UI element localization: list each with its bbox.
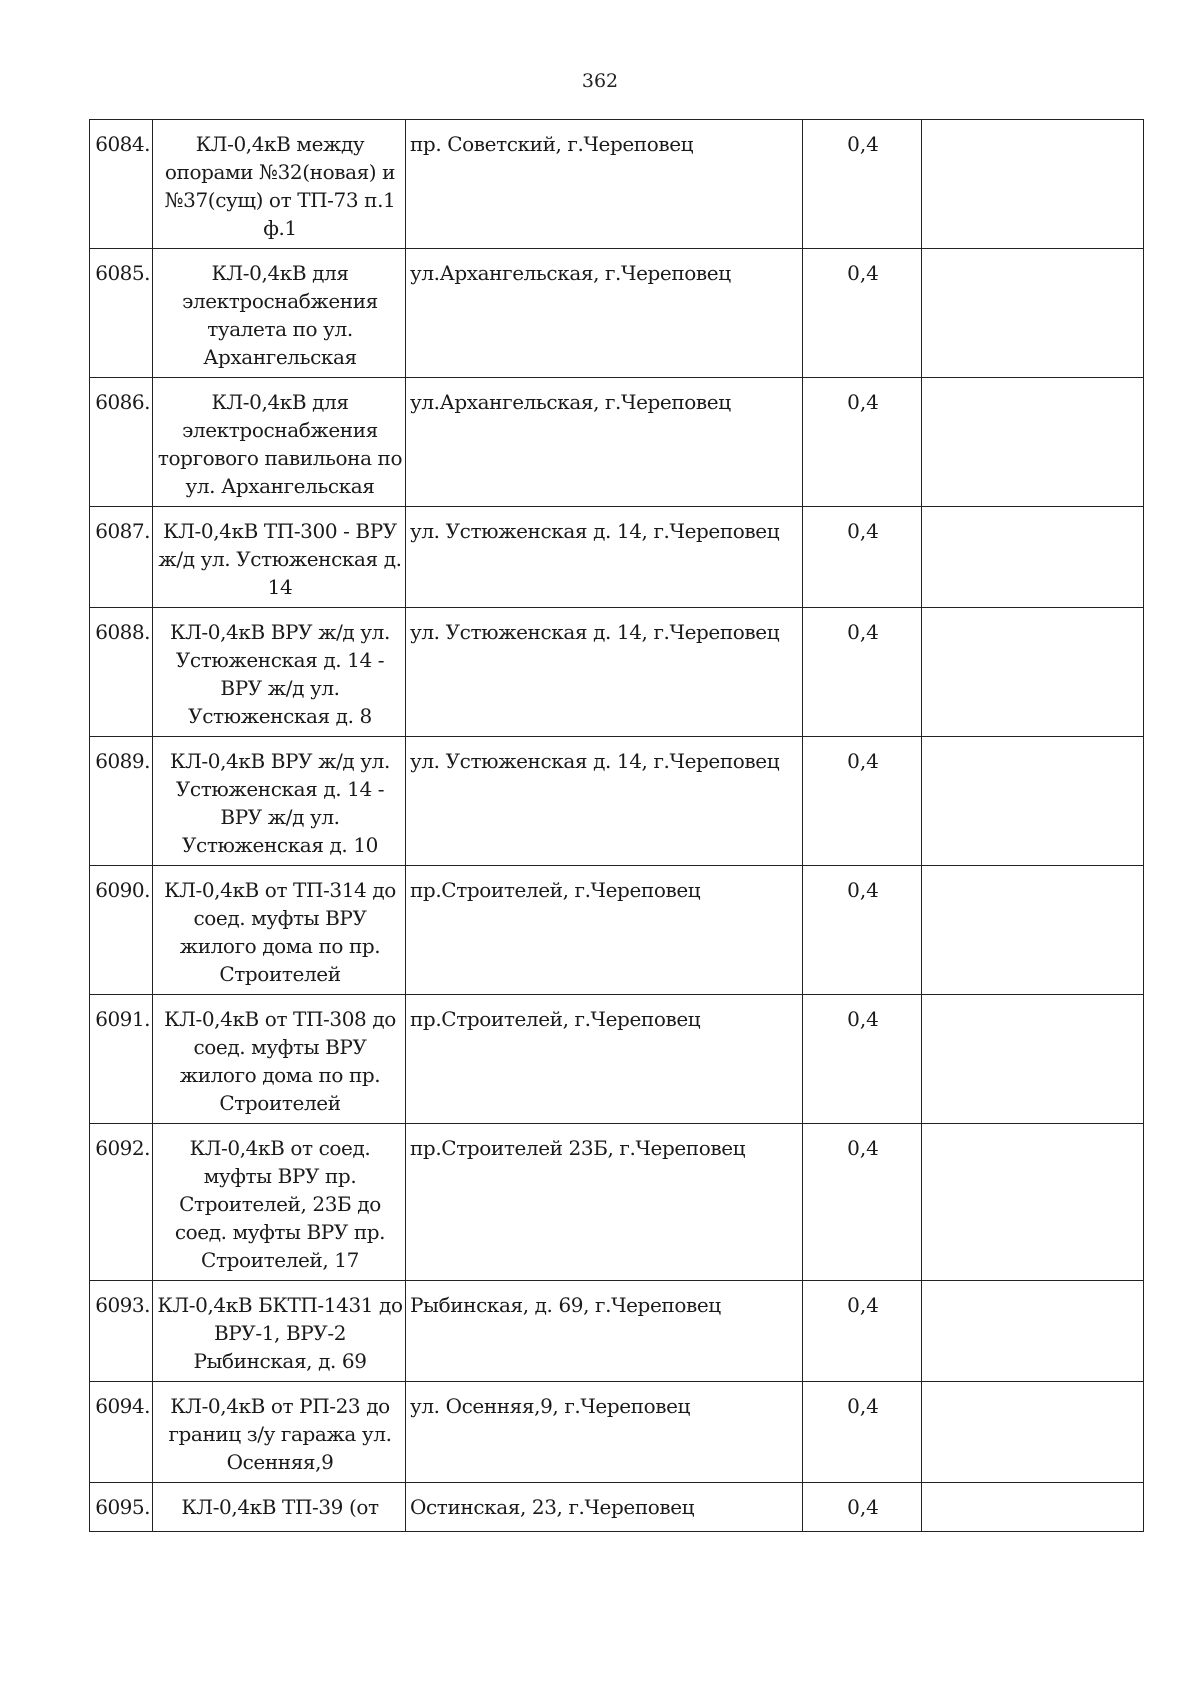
line-name: КЛ-0,4кВ ТП-39 (от bbox=[153, 1483, 406, 1532]
row-number: 6092. bbox=[90, 1124, 153, 1281]
empty-cell bbox=[922, 1382, 1144, 1483]
row-number: 6086. bbox=[90, 378, 153, 507]
table-row bbox=[90, 608, 1144, 737]
empty-cell bbox=[922, 1124, 1144, 1281]
line-voltage: 0,4 bbox=[803, 866, 922, 995]
line-address: ул.Архангельская, г.Череповец bbox=[406, 249, 803, 378]
page-number: 362 bbox=[581, 70, 619, 92]
row-number: 6090. bbox=[90, 866, 153, 995]
line-name: КЛ-0,4кВ ТП-300 - ВРУ ж/д ул. Устюженская д. 14 bbox=[153, 507, 406, 608]
row-number: 6084. bbox=[90, 120, 153, 249]
line-voltage: 0,4 bbox=[803, 1124, 922, 1281]
table-row bbox=[90, 378, 1144, 507]
line-voltage: 0,4 bbox=[803, 608, 922, 737]
line-name: КЛ-0,4кВ от РП-23 до границ з/у гаража ул. Осенняя,9 bbox=[153, 1382, 406, 1483]
line-address: пр. Советский, г.Череповец bbox=[406, 120, 803, 249]
line-name: КЛ-0,4кВ БКТП-1431 до ВРУ-1, ВРУ-2 Рыбинская, д. 69 bbox=[153, 1281, 406, 1382]
empty-cell bbox=[922, 1281, 1144, 1382]
empty-cell bbox=[922, 249, 1144, 378]
table-row bbox=[90, 737, 1144, 866]
table-row bbox=[90, 866, 1144, 995]
line-name: КЛ-0,4кВ от ТП-314 до соед. муфты ВРУ жилого дома по пр. Строителей bbox=[153, 866, 406, 995]
line-voltage: 0,4 bbox=[803, 1281, 922, 1382]
row-number: 6085. bbox=[90, 249, 153, 378]
line-name: КЛ-0,4кВ ВРУ ж/д ул. Устюженская д. 14 - ВРУ ж/д ул. Устюженская д. 8 bbox=[153, 608, 406, 737]
empty-cell bbox=[922, 507, 1144, 608]
row-number: 6087. bbox=[90, 507, 153, 608]
row-number: 6094. bbox=[90, 1382, 153, 1483]
line-name: КЛ-0,4кВ ВРУ ж/д ул. Устюженская д. 14 - ВРУ ж/д ул. Устюженская д. 10 bbox=[153, 737, 406, 866]
line-address: ул. Устюженская д. 14, г.Череповец bbox=[406, 608, 803, 737]
table-row bbox=[90, 1483, 1144, 1532]
line-address: ул. Осенняя,9, г.Череповец bbox=[406, 1382, 803, 1483]
line-voltage: 0,4 bbox=[803, 378, 922, 507]
line-address: ул. Устюженская д. 14, г.Череповец bbox=[406, 507, 803, 608]
line-voltage: 0,4 bbox=[803, 1382, 922, 1483]
line-name: КЛ-0,4кВ от соед. муфты ВРУ пр. Строителей, 23Б до соед. муфты ВРУ пр. Строителей, 17 bbox=[153, 1124, 406, 1281]
empty-cell bbox=[922, 737, 1144, 866]
line-address: ул. Устюженская д. 14, г.Череповец bbox=[406, 737, 803, 866]
table-row bbox=[90, 1382, 1144, 1483]
table-row bbox=[90, 120, 1144, 249]
line-voltage: 0,4 bbox=[803, 249, 922, 378]
row-number: 6095. bbox=[90, 1483, 153, 1532]
line-voltage: 0,4 bbox=[803, 737, 922, 866]
line-address: Рыбинская, д. 69, г.Череповец bbox=[406, 1281, 803, 1382]
line-name: КЛ-0,4кВ от ТП-308 до соед. муфты ВРУ жилого дома по пр. Строителей bbox=[153, 995, 406, 1124]
line-voltage: 0,4 bbox=[803, 995, 922, 1124]
registry-table bbox=[89, 119, 1144, 1532]
line-address: пр.Строителей, г.Череповец bbox=[406, 866, 803, 995]
line-name: КЛ-0,4кВ между опорами №32(новая) и №37(сущ) от ТП-73 п.1 ф.1 bbox=[153, 120, 406, 249]
line-name: КЛ-0,4кВ для электроснабжения туалета по ул. Архангельская bbox=[153, 249, 406, 378]
line-address: Остинская, 23, г.Череповец bbox=[406, 1483, 803, 1532]
empty-cell bbox=[922, 120, 1144, 249]
line-voltage: 0,4 bbox=[803, 120, 922, 249]
line-voltage: 0,4 bbox=[803, 1483, 922, 1532]
row-number: 6093. bbox=[90, 1281, 153, 1382]
table-row bbox=[90, 507, 1144, 608]
row-number: 6088. bbox=[90, 608, 153, 737]
row-number: 6089. bbox=[90, 737, 153, 866]
line-address: ул.Архангельская, г.Череповец bbox=[406, 378, 803, 507]
line-name: КЛ-0,4кВ для электроснабжения торгового павильона по ул. Архангельская bbox=[153, 378, 406, 507]
row-number: 6091. bbox=[90, 995, 153, 1124]
table-row bbox=[90, 1281, 1144, 1382]
table-row bbox=[90, 1124, 1144, 1281]
line-address: пр.Строителей 23Б, г.Череповец bbox=[406, 1124, 803, 1281]
line-address: пр.Строителей, г.Череповец bbox=[406, 995, 803, 1124]
empty-cell bbox=[922, 378, 1144, 507]
table-row bbox=[90, 249, 1144, 378]
empty-cell bbox=[922, 866, 1144, 995]
registry-table-body bbox=[90, 120, 1144, 1532]
line-voltage: 0,4 bbox=[803, 507, 922, 608]
empty-cell bbox=[922, 1483, 1144, 1532]
empty-cell bbox=[922, 995, 1144, 1124]
empty-cell bbox=[922, 608, 1144, 737]
table-row bbox=[90, 995, 1144, 1124]
